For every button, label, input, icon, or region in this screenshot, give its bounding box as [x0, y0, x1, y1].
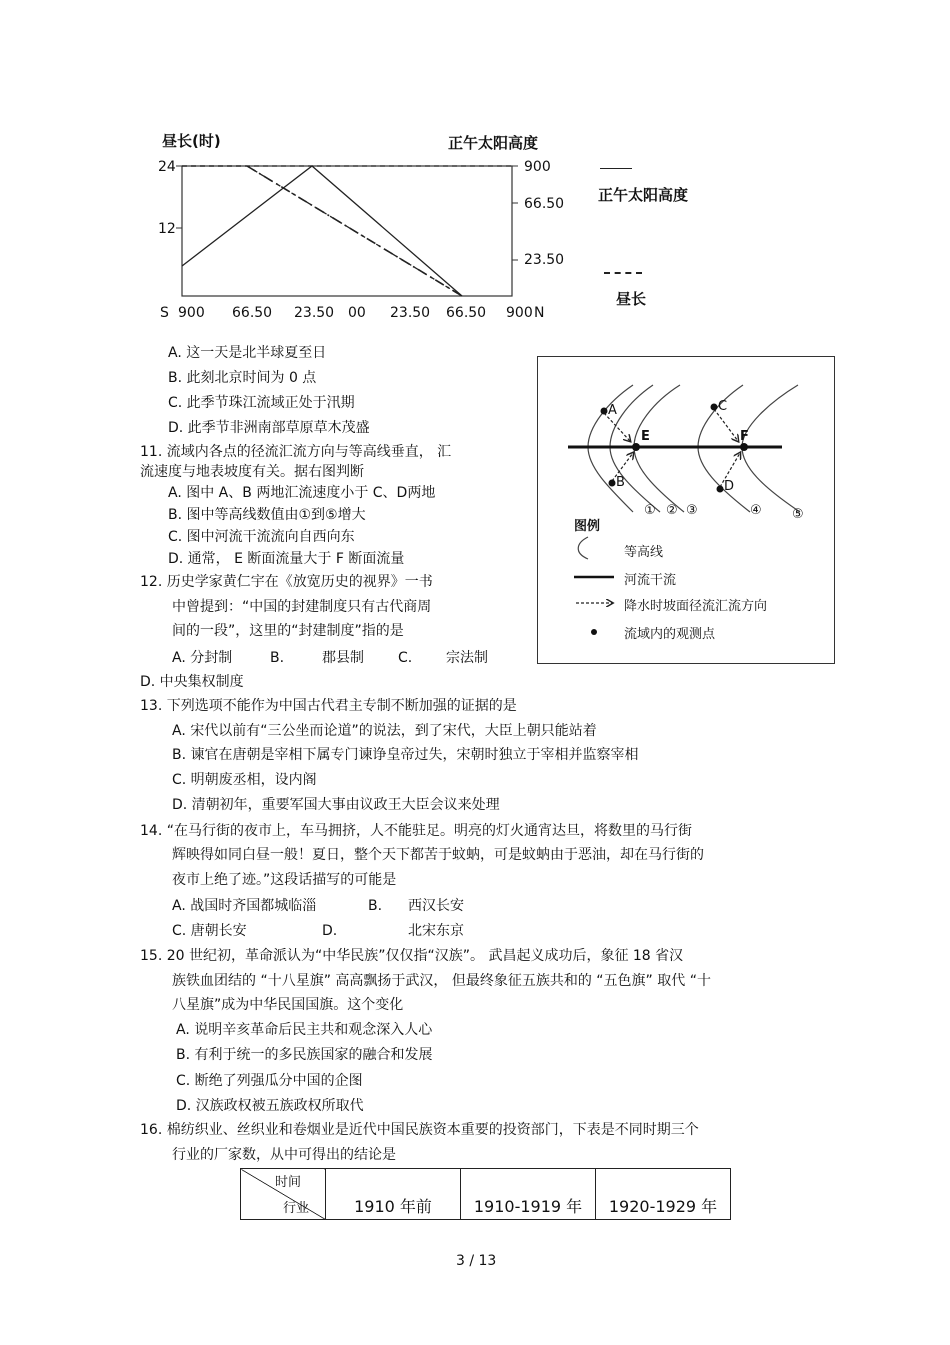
q10-option-a: A. 这一天是北半球夏至日 — [168, 345, 327, 361]
q15-stem-1: 15. 20 世纪初，革命派认为“中华民族”仅仅指“汉族”。 武昌起义成功后，象征 18 省汉 — [140, 948, 684, 964]
map-legend-title: 图例 — [574, 519, 601, 534]
q14-option-a: A. 战国时齐国都城临淄 — [172, 898, 317, 914]
map-legend-river: 河流干流 — [624, 573, 677, 588]
page-number: 3 / 13 — [456, 1253, 497, 1269]
q13-option-b: B. 谏官在唐朝是宰相下属专门谏诤皇帝过失，宋朝时独立于宰相并监察宰相 — [172, 747, 639, 763]
q13-option-a: A. 宋代以前有“三公坐而论道”的说法，到了宋代，大臣上朝只能站着 — [172, 723, 597, 739]
q15-stem-2: 族铁血团结的 “十八星旗” 高高飘扬于武汉， 但最终象征五族共和的 “五色旗” 取代 “十 — [172, 973, 711, 989]
table-header-cell: 1920-1929 年 — [596, 1169, 731, 1220]
legend-daylength: 昼长 — [616, 290, 647, 308]
q12-option-b-letter: B. — [270, 650, 285, 666]
contour-label-1: ① — [644, 503, 656, 518]
x-tick: 66.50 — [446, 305, 487, 321]
q15-stem-3: 八星旗”成为中华民国国旗。这个变化 — [172, 997, 404, 1013]
q10-option-c: C. 此季节珠江流域正处于汛期 — [168, 395, 355, 411]
map-legend-runoff: 降水时坡面径流汇流方向 — [624, 599, 768, 614]
q12-option-c: 宗法制 — [446, 650, 488, 666]
x-tick: 66.50 — [232, 305, 273, 321]
q12-stem-2: 中曾提到：“中国的封建制度只有古代商周 — [172, 599, 432, 615]
map-legend-contour: 等高线 — [624, 545, 664, 560]
q16-stem-1: 16. 棉纺织业、丝织业和卷烟业是近代中国民族资本重要的投资部门，下表是不同时期三个 — [140, 1122, 699, 1138]
x-tick: 23.50 — [294, 305, 335, 321]
table-corner-bottom: 行业 — [283, 1201, 310, 1216]
contour-label-5: ⑤ — [792, 507, 804, 522]
x-tick-s: S — [160, 305, 169, 321]
map-point-e: E — [641, 429, 650, 444]
contour-label-4: ④ — [750, 503, 762, 518]
table-header-cell: 1910 年前 — [326, 1169, 461, 1220]
legend-solid-swatch — [600, 168, 632, 169]
q14-option-c: C. 唐朝长安 — [172, 923, 247, 939]
x-tick-n: N — [534, 305, 545, 321]
industry-table — [240, 1168, 731, 1220]
map-legend-point: 流域内的观测点 — [624, 627, 716, 642]
x-tick: 900 — [178, 305, 205, 321]
q13-stem: 13. 下列选项不能作为中国古代君主专制不断加强的证据的是 — [140, 698, 517, 714]
contour-label-3: ③ — [686, 503, 698, 518]
q14-option-d: 北宋东京 — [408, 923, 464, 939]
q14-stem-1: 14. “在马行街的夜市上，车马拥挤，人不能驻足。明亮的灯火通宵达旦，将数里的马行街 — [140, 823, 692, 839]
q13-option-d: D. 清朝初年，重要军国大事由议政王大臣会议来处理 — [172, 797, 500, 813]
table-row — [241, 1169, 731, 1220]
q11-option-a: A. 图中 A、B 两地汇流速度小于 C、D两地 — [168, 485, 436, 501]
x-tick: 23.50 — [390, 305, 431, 321]
chart-title-left: 昼长(时) — [162, 132, 221, 150]
q13-option-c: C. 明朝废丞相，设内阁 — [172, 772, 317, 788]
chart-plot — [150, 120, 590, 330]
q16-stem-2: 行业的厂家数，从中可得出的结论是 — [172, 1147, 396, 1163]
table-corner-top: 时间 — [275, 1175, 302, 1190]
q14-option-d-letter: D. — [322, 923, 338, 939]
legend-dashed-swatch — [604, 272, 642, 274]
y-right-tick-66: 66.50 — [524, 196, 565, 212]
q11-option-d: D. 通常， E 断面流量大于 F 断面流量 — [168, 551, 405, 567]
map-point-b: B — [616, 475, 625, 490]
watershed-map — [537, 356, 835, 664]
q15-option-a: A. 说明辛亥革命后民主共和观念深入人心 — [176, 1022, 433, 1038]
q12-option-d: D. 中央集权制度 — [140, 674, 244, 690]
q12-stem-1: 12. 历史学家黄仁宇在《放宽历史的视界》一书 — [140, 574, 433, 590]
q12-option-b: 郡县制 — [322, 650, 364, 666]
legend-noon-altitude: 正午太阳高度 — [598, 186, 689, 204]
table-corner-cell — [241, 1169, 326, 1220]
map-point-d: D — [724, 479, 735, 494]
chart — [150, 120, 590, 330]
q15-option-d: D. 汉族政权被五族政权所取代 — [176, 1098, 364, 1114]
q10-option-b: B. 此刻北京时间为 0 点 — [168, 370, 317, 386]
q14-stem-2: 辉映得如同白昼一般！夏日，整个天下都苦于蚊蚋，可是蚊蚋由于恶油，却在马行街的 — [172, 847, 704, 863]
y-tick-24: 24 — [158, 159, 176, 175]
q11-option-b: B. 图中等高线数值由①到⑤增大 — [168, 507, 366, 523]
q12-option-c-letter: C. — [398, 650, 413, 666]
daylength-line — [182, 166, 462, 296]
noon-altitude-line — [182, 166, 462, 296]
q15-option-c: C. 断绝了列强瓜分中国的企图 — [176, 1073, 363, 1089]
q12-stem-3: 间的一段”，这里的“封建制度”指的是 — [172, 623, 404, 639]
contour-label-2: ② — [666, 503, 678, 518]
y-right-tick-90: 900 — [524, 159, 551, 175]
chart-title-right: 正午太阳高度 — [448, 134, 539, 152]
q14-stem-3: 夜市上绝了迹。”这段话描写的可能是 — [172, 872, 397, 888]
y-tick-12: 12 — [158, 221, 176, 237]
x-tick: 00 — [348, 305, 366, 321]
table-header-cell: 1910-1919 年 — [461, 1169, 596, 1220]
map-point-c: C — [718, 399, 728, 414]
q12-option-a: A. 分封制 — [172, 650, 233, 666]
q15-option-b: B. 有利于统一的多民族国家的融合和发展 — [176, 1047, 433, 1063]
q10-option-d: D. 此季节非洲南部草原草木茂盛 — [168, 420, 370, 436]
q14-option-b-letter: B. — [368, 898, 383, 914]
q11-stem-2: 流速度与地表坡度有关。据右图判断 — [140, 464, 364, 480]
x-tick: 900 — [506, 305, 533, 321]
q11-option-c: C. 图中河流干流流向自西向东 — [168, 529, 355, 545]
map-point-f: F — [740, 429, 749, 444]
y-right-tick-23: 23.50 — [524, 252, 565, 268]
q14-option-b: 西汉长安 — [408, 898, 464, 914]
q11-stem-1: 11. 流域内各点的径流汇流方向与等高线垂直， 汇 — [140, 444, 452, 460]
map-point-a: A — [608, 403, 617, 418]
